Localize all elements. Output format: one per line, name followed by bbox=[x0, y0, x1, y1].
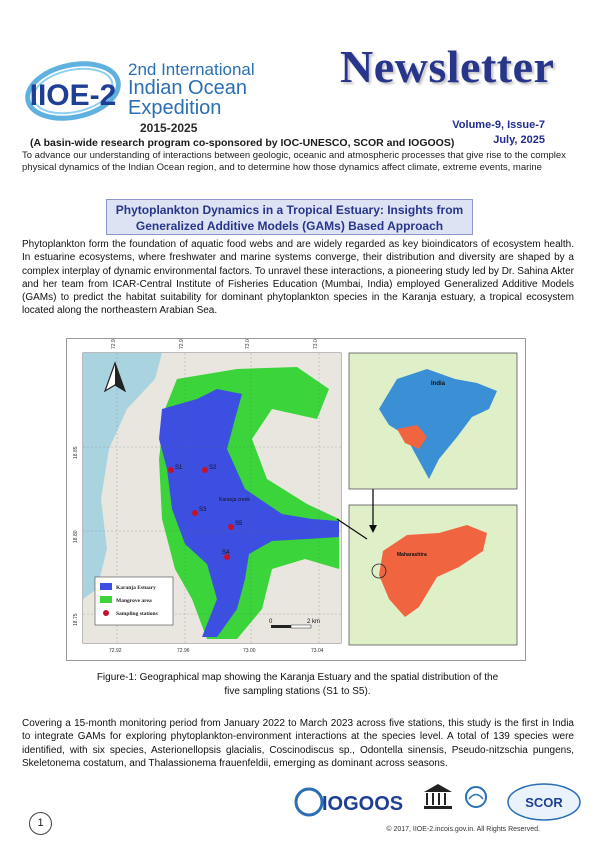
copyright: © 2017, IIOE-2.incois.gov.in. All Rights Reserved. bbox=[386, 826, 540, 833]
left-tick: 18.75 bbox=[73, 613, 79, 626]
issue-date: July, 2025 bbox=[493, 133, 545, 146]
article-paragraph-1: Phytoplankton form the foundation of aquatic food webs and are widely regarded as key bioindicators of ecosystem health. In estuarine ecosystems, where freshwater and marine systems converge, their distribution and diversity are shaped by a complex interplay of dynamic environmental factors. To unravel these interactions, a pioneering study led by Dr. Sahina Akter and her team from ICAR-Central Institute of Fisheries Education (Mumbai, India) employed Generalized Additive Models (GAMs) to predict the habitat suitability for dominant phytoplankton species in the Karanja estuary, a tropical ecosystem located along the northeastern Arabian Sea. bbox=[22, 239, 574, 317]
footer-logos bbox=[294, 782, 584, 824]
article-title-line1: Phytoplankton Dynamics in a Tropical Estuary: Insights from bbox=[115, 203, 464, 217]
article-title bbox=[106, 199, 473, 235]
caption-line2: five sampling stations (S1 to S5). bbox=[224, 685, 371, 697]
map-legend bbox=[95, 577, 173, 625]
station-marker bbox=[192, 510, 198, 516]
scale-label-zero: 0 bbox=[269, 619, 273, 625]
map-svg bbox=[67, 339, 525, 660]
top-tick: 73.04 bbox=[313, 339, 319, 349]
inset-india-label: India bbox=[431, 381, 446, 387]
article-paragraph-2: Covering a 15-month monitoring period from January 2022 to March 2023 across five stations, this study is the first in India to integrate GAMs for exploring phytoplankton-environment interactions at the species level. A total of 139 species were identified, with six species, Asterionellopsis glacialis, Coscinodiscus sp., Odontella sinensis, Pseudo-nitzschia pungens, Skeletonema costatum, and Thalassionema frauenfeldii, emerging as dominant across seasons. bbox=[22, 718, 574, 769]
figure-caption bbox=[60, 671, 535, 698]
left-tick: 18.85 bbox=[73, 446, 79, 459]
station-label: S3 bbox=[199, 507, 207, 513]
logo-mark-text: IIOE-2 bbox=[29, 79, 117, 112]
legend-mangrove: Mangrove area bbox=[116, 598, 152, 604]
article-title-line2: Generalized Additive Models (GAMs) Based Approach bbox=[135, 218, 444, 233]
unesco-logo bbox=[424, 784, 452, 809]
station-label: S1 bbox=[175, 465, 183, 471]
logo-text bbox=[128, 61, 255, 118]
scor-text: SCOR bbox=[525, 795, 563, 810]
station-marker bbox=[202, 467, 208, 473]
legend-stations: Sampling stations bbox=[116, 611, 158, 617]
footer-logos-svg bbox=[294, 782, 584, 824]
station-label: S4 bbox=[222, 550, 230, 556]
sponsors-tagline: (A basin-wide research program co-sponsored by IOC-UNESCO, SCOR and IOGOOS) bbox=[30, 137, 455, 149]
top-tick: 72.92 bbox=[111, 339, 117, 349]
scor-logo bbox=[508, 784, 580, 820]
logo-line3: Expedition bbox=[128, 97, 222, 119]
volume-issue: Volume-9, Issue-7 bbox=[452, 119, 545, 131]
bottom-tick: 72.96 bbox=[177, 648, 190, 654]
logo-line2: Indian Ocean bbox=[128, 77, 247, 99]
bottom-tick: 73.00 bbox=[243, 648, 256, 654]
scale-label-km: 2 km bbox=[307, 619, 321, 625]
iioe2-logo-emblem bbox=[18, 55, 128, 133]
place-label: Karanja creek bbox=[219, 497, 250, 503]
inset-state-label: Maharashtra bbox=[397, 552, 427, 558]
logo-years: 2015-2025 bbox=[140, 121, 198, 135]
iioe2-logo bbox=[18, 55, 128, 133]
station-marker bbox=[168, 467, 174, 473]
bottom-tick: 72.92 bbox=[109, 648, 122, 654]
top-tick: 73.00 bbox=[245, 339, 251, 349]
legend-estuary: Karanja Estuary bbox=[116, 585, 156, 591]
figure-map bbox=[66, 338, 526, 661]
issue-info bbox=[452, 118, 545, 148]
station-label: S5 bbox=[235, 521, 243, 527]
caption-line1: Figure-1: Geographical map showing the Karanja Estuary and the spatial distribution of the bbox=[96, 672, 499, 683]
logo-line1: 2nd International bbox=[128, 60, 255, 79]
left-tick: 18.80 bbox=[73, 530, 79, 543]
mission-tagline: To advance our understanding of interactions between geologic, oceanic and atmospheric processes that give rise to the complex physical dynamics of the Indian Ocean region, and to determine how those dynamics affect climate, extreme events, marine bbox=[22, 150, 566, 174]
ioc-logo bbox=[466, 787, 486, 807]
iogoos-text: IOGOOS bbox=[322, 793, 404, 815]
top-tick: 72.96 bbox=[179, 339, 185, 349]
bottom-tick: 73.04 bbox=[311, 648, 324, 654]
iogoos-logo bbox=[296, 789, 403, 815]
page-number: 1 bbox=[29, 812, 52, 835]
inset-india bbox=[349, 353, 517, 489]
station-label: S2 bbox=[209, 465, 217, 471]
page-title: Newsletter bbox=[340, 41, 555, 92]
station-marker bbox=[228, 524, 234, 530]
